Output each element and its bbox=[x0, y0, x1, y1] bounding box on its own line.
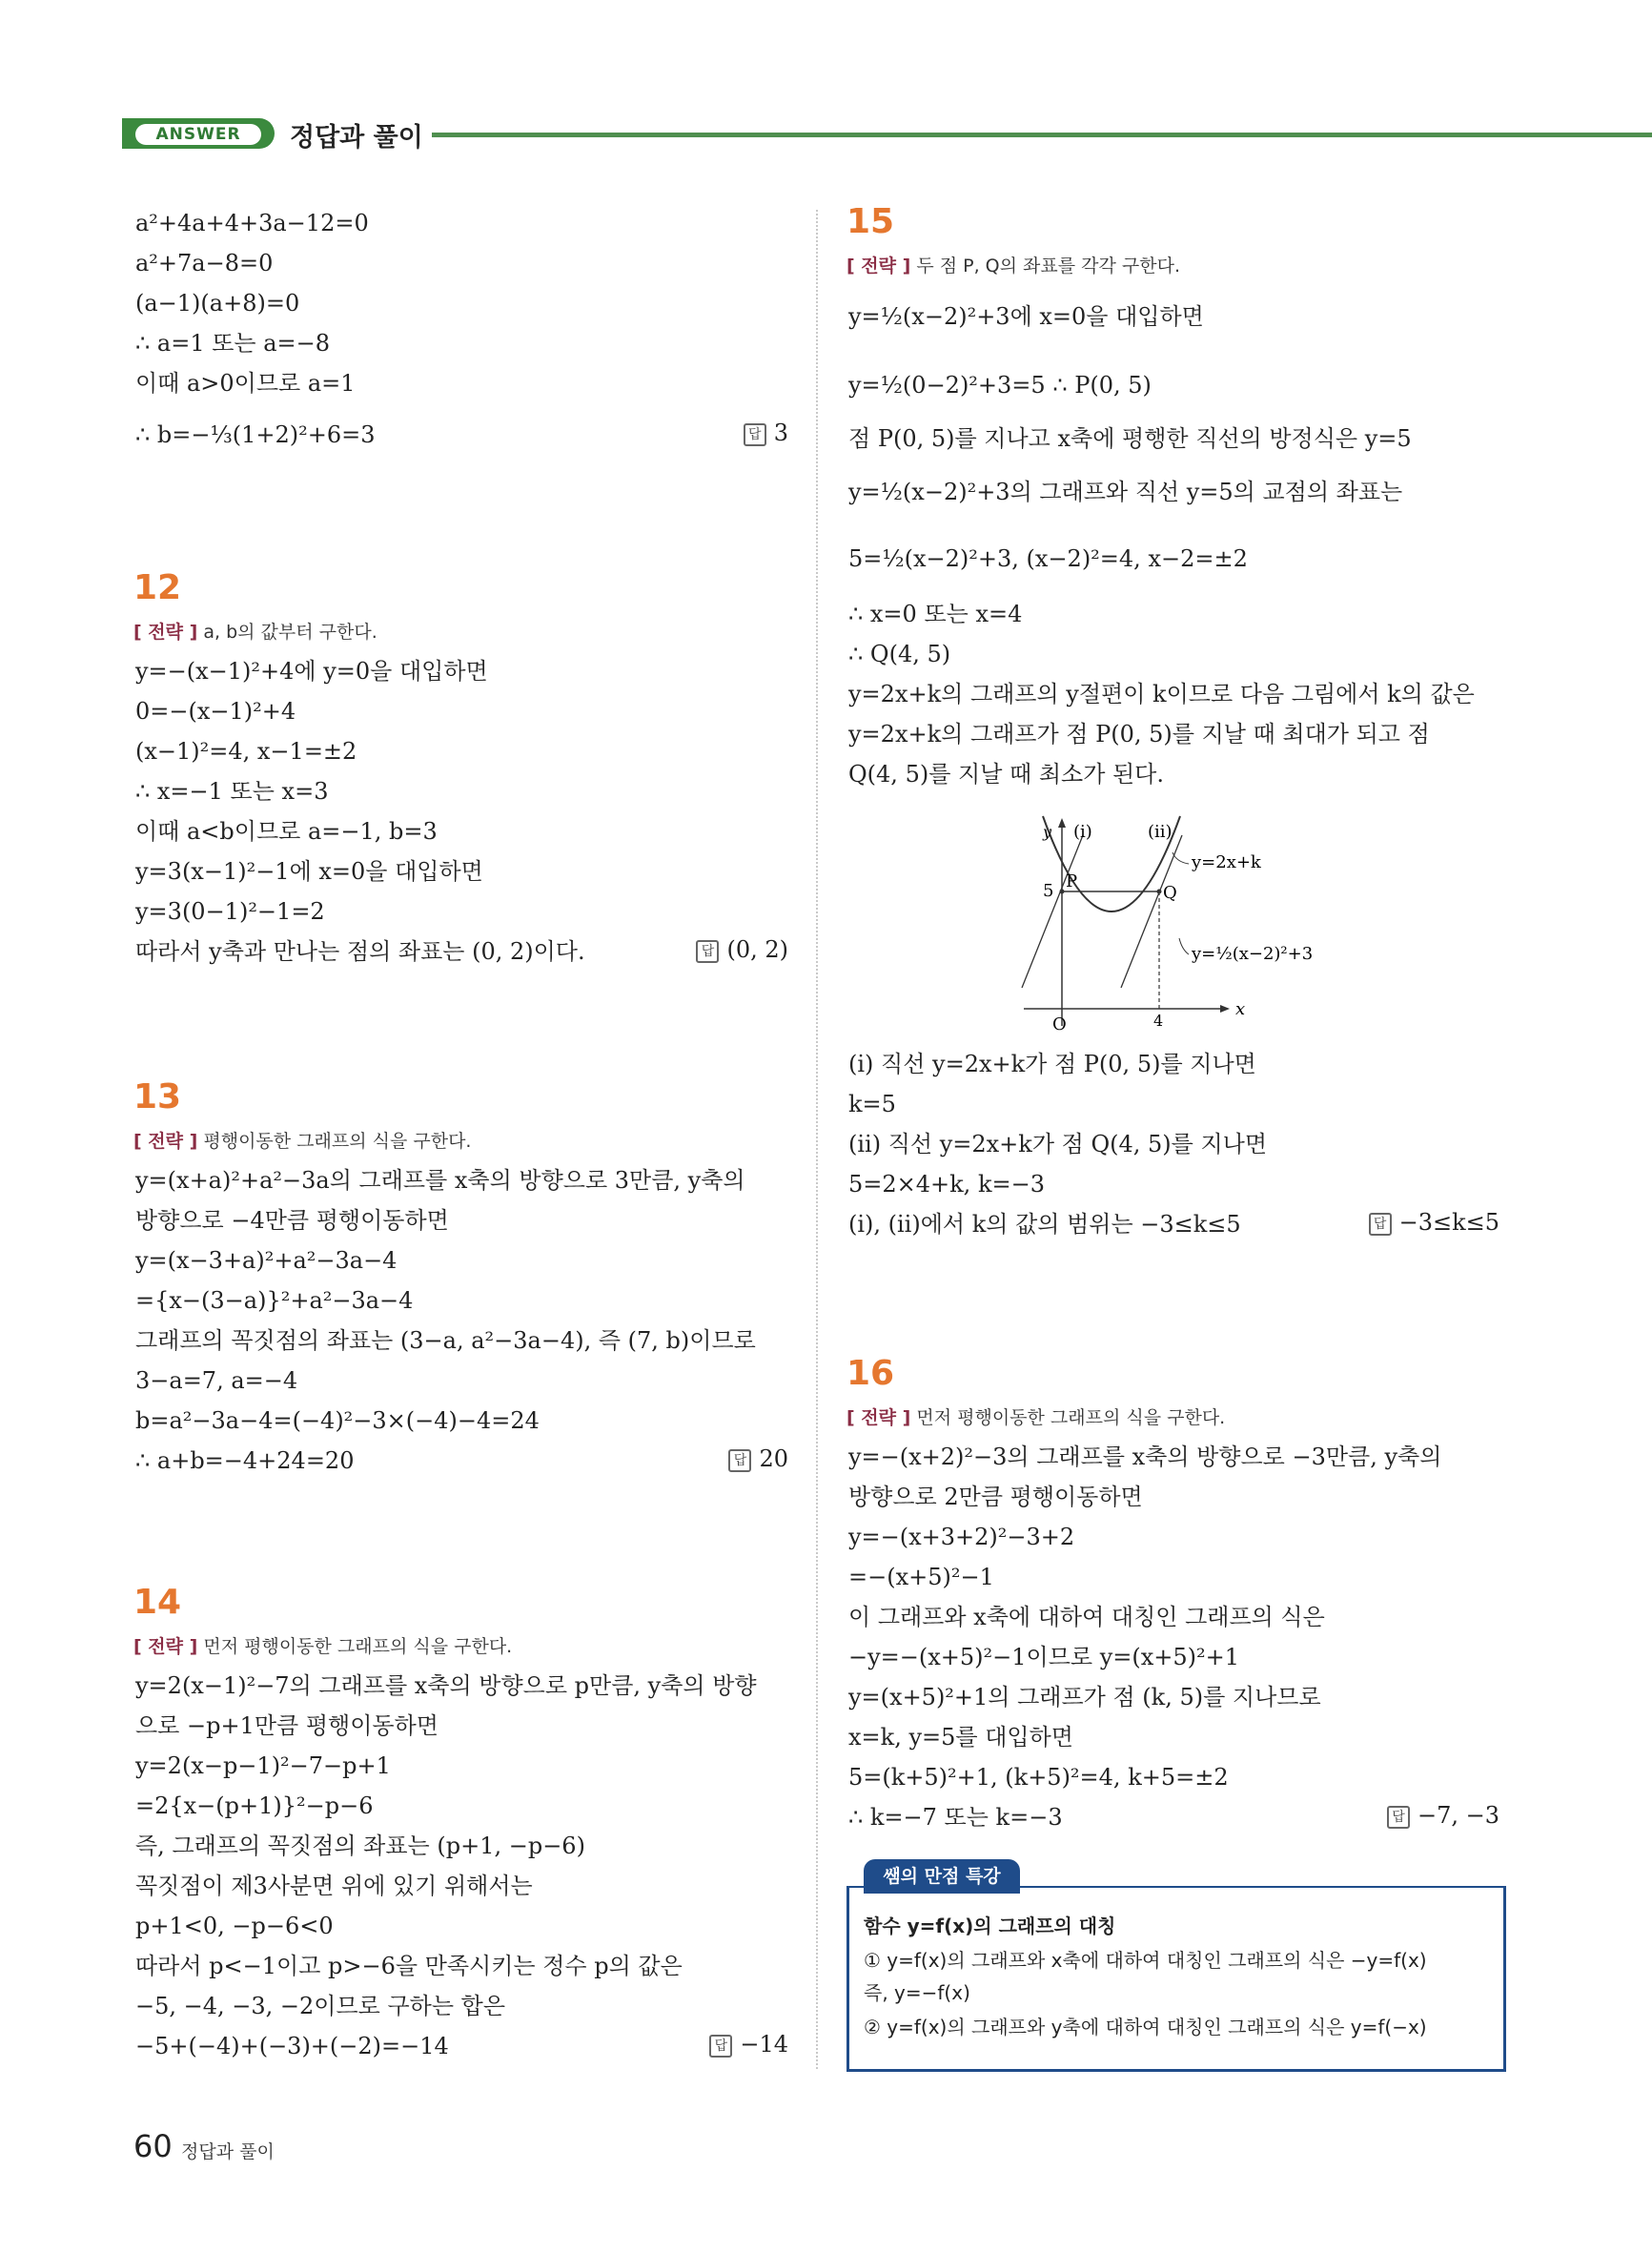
solution-line: 점 P(0, 5)를 지나고 x축에 평행한 직선의 방정식은 y=5 bbox=[848, 425, 1412, 452]
solution-line: y=½(x−2)²+3의 그래프와 직선 y=5의 교점의 좌표는 bbox=[848, 479, 1403, 505]
solution-line: =2{x−(p+1)}²−p−6 bbox=[135, 1792, 374, 1819]
answer-mark-icon: 답 bbox=[744, 423, 766, 446]
solution-line: Q(4, 5)를 지날 때 최소가 된다. bbox=[848, 761, 1164, 788]
solution-line: 이 그래프와 x축에 대하여 대칭인 그래프의 식은 bbox=[848, 1604, 1325, 1630]
solution-line: y=½(0−2)²+3=5 ∴ P(0, 5) bbox=[848, 372, 1152, 399]
parabola-graph bbox=[1005, 807, 1348, 1035]
strategy: [ 전략 ] 두 점 P, Q의 좌표를 각각 구한다. bbox=[846, 256, 1180, 277]
tip-line: ① y=f(x)의 그래프와 x축에 대하여 대칭인 그래프의 식은 −y=f(x) bbox=[864, 1949, 1427, 1972]
header-rule bbox=[432, 133, 1652, 137]
solution-line: 따라서 y축과 만나는 점의 좌표는 (0, 2)이다. bbox=[135, 938, 585, 965]
solution-line: y=(x+a)²+a²−3a의 그래프를 x축의 방향으로 3만큼, y축의 bbox=[135, 1167, 745, 1194]
strategy: [ 전략 ] 평행이동한 그래프의 식을 구한다. bbox=[133, 1131, 472, 1152]
solution-line: p+1<0, −p−6<0 bbox=[135, 1913, 334, 1939]
footer-title: 정답과 풀이 bbox=[181, 2141, 275, 2162]
line-label: y=2x+k bbox=[1192, 852, 1261, 872]
solution-line: y=2(x−1)²−7의 그래프를 x축의 방향으로 p만큼, y축의 방향 bbox=[135, 1672, 757, 1699]
solution-line: (ⅰ) 직선 y=2x+k가 점 P(0, 5)를 지나면 bbox=[848, 1051, 1256, 1077]
point-p-label: P bbox=[1066, 871, 1078, 891]
solution-line: x=k, y=5를 대입하면 bbox=[848, 1724, 1073, 1751]
answer-11: 답 3 bbox=[744, 420, 788, 446]
solution-line: −5+(−4)+(−3)+(−2)=−14 bbox=[135, 2033, 449, 2059]
solution-line: 꼭짓점이 제3사분면 위에 있기 위해서는 bbox=[135, 1873, 533, 1899]
problem-number: 15 bbox=[846, 202, 895, 241]
solution-line: y=2x+k의 그래프가 점 P(0, 5)를 지날 때 최대가 되고 점 bbox=[848, 721, 1430, 748]
solution-line: ∴ Q(4, 5) bbox=[848, 641, 951, 667]
solution-line: a²+7a−8=0 bbox=[135, 250, 274, 277]
solution-line: 이때 a<b이므로 a=−1, b=3 bbox=[135, 818, 438, 845]
solution-line: 즉, 그래프의 꼭짓점의 좌표는 (p+1, −p−6) bbox=[135, 1833, 585, 1859]
answer-13: 답 20 bbox=[728, 1445, 788, 1472]
solution-line: b=a²−3a−4=(−4)²−3×(−4)−4=24 bbox=[135, 1407, 540, 1434]
tick-4-label: 4 bbox=[1153, 1012, 1164, 1030]
origin-label: O bbox=[1052, 1014, 1067, 1034]
solution-line: 따라서 p<−1이고 p>−6을 만족시키는 정수 p의 값은 bbox=[135, 1953, 683, 1979]
solution-line: 방향으로 −4만큼 평행이동하면 bbox=[135, 1207, 449, 1234]
solution-line: ∴ x=−1 또는 x=3 bbox=[135, 778, 329, 805]
solution-line: ∴ k=−7 또는 k=−3 bbox=[848, 1804, 1063, 1831]
solution-line: y=3(0−1)²−1=2 bbox=[135, 898, 325, 925]
strategy: [ 전략 ] 먼저 평행이동한 그래프의 식을 구한다. bbox=[846, 1407, 1226, 1428]
answer-mark-icon: 답 bbox=[696, 940, 719, 963]
solution-line: ={x−(3−a)}²+a²−3a−4 bbox=[135, 1287, 414, 1314]
label-ii: (ⅱ) bbox=[1148, 822, 1173, 842]
solution-line: k=5 bbox=[848, 1091, 896, 1117]
answer-12: 답 (0, 2) bbox=[696, 936, 788, 963]
solution-line: 3−a=7, a=−4 bbox=[135, 1367, 298, 1394]
answer-mark-icon: 답 bbox=[1369, 1213, 1392, 1236]
solution-line: (x−1)²=4, x−1=±2 bbox=[135, 738, 357, 765]
solution-line: 으로 −p+1만큼 평행이동하면 bbox=[135, 1712, 438, 1739]
solution-line: y=(x+5)²+1의 그래프가 점 (k, 5)를 지나므로 bbox=[848, 1684, 1321, 1710]
page-number: 60 bbox=[133, 2128, 173, 2164]
solution-line: y=−(x+3+2)²−3+2 bbox=[848, 1524, 1075, 1550]
answer-badge: ANSWER bbox=[135, 124, 261, 145]
page-header bbox=[122, 113, 1652, 160]
solution-line: −5, −4, −3, −2이므로 구하는 합은 bbox=[135, 1993, 506, 2019]
answer-14: 답 −14 bbox=[709, 2031, 788, 2058]
answer-15: 답 −3≤k≤5 bbox=[1369, 1209, 1499, 1236]
solution-line: y=2x+k의 그래프의 y절편이 k이므로 다음 그림에서 k의 값은 bbox=[848, 681, 1475, 707]
solution-line: 5=2×4+k, k=−3 bbox=[848, 1171, 1045, 1198]
solution-line: ∴ a+b=−4+24=20 bbox=[135, 1447, 355, 1474]
solution-line: ∴ b=−⅓(1+2)²+6=3 bbox=[135, 421, 376, 448]
solution-line: (ⅱ) 직선 y=2x+k가 점 Q(4, 5)를 지나면 bbox=[848, 1131, 1268, 1157]
solution-line: ∴ a=1 또는 a=−8 bbox=[135, 330, 331, 357]
answer-mark-icon: 답 bbox=[728, 1449, 751, 1472]
solution-line: y=3(x−1)²−1에 x=0을 대입하면 bbox=[135, 858, 483, 885]
solution-line: 이때 a>0이므로 a=1 bbox=[135, 370, 356, 397]
solution-line: a²+4a+4+3a−12=0 bbox=[135, 210, 369, 236]
problem-number: 14 bbox=[133, 1583, 182, 1622]
label-i: (ⅰ) bbox=[1073, 822, 1092, 842]
solution-line: =−(x+5)²−1 bbox=[848, 1564, 994, 1590]
tip-title: 함수 y=f(x)의 그래프의 대칭 bbox=[864, 1915, 1116, 1937]
problem-number: 12 bbox=[133, 568, 182, 607]
answer-mark-icon: 답 bbox=[1387, 1806, 1410, 1829]
solution-line: ∴ x=0 또는 x=4 bbox=[848, 601, 1023, 627]
solution-line: y=½(x−2)²+3에 x=0을 대입하면 bbox=[848, 303, 1204, 330]
problem-number: 13 bbox=[133, 1077, 182, 1116]
solution-line: 5=½(x−2)²+3, (x−2)²=4, x−2=±2 bbox=[848, 545, 1248, 572]
problem-number: 16 bbox=[846, 1354, 895, 1393]
solution-line: 그래프의 꼭짓점의 좌표는 (3−a, a²−3a−4), 즉 (7, b)이므로 bbox=[135, 1327, 756, 1354]
tip-line: ② y=f(x)의 그래프와 y축에 대하여 대칭인 그래프의 식은 y=f(−x) bbox=[864, 2016, 1427, 2038]
tip-line: 즉, y=−f(x) bbox=[864, 1981, 970, 2004]
solution-line: y=2(x−p−1)²−7−p+1 bbox=[135, 1752, 391, 1779]
answer-mark-icon: 답 bbox=[709, 2035, 732, 2058]
solution-line: y=(x−3+a)²+a²−3a−4 bbox=[135, 1247, 398, 1274]
header-title: 정답과 풀이 bbox=[290, 123, 423, 153]
solution-line: 방향으로 2만큼 평행이동하면 bbox=[848, 1484, 1143, 1510]
solution-line: (ⅰ), (ⅱ)에서 k의 값의 범위는 −3≤k≤5 bbox=[848, 1211, 1241, 1238]
strategy: [ 전략 ] a, b의 값부터 구한다. bbox=[133, 622, 377, 643]
tick-5-label: 5 bbox=[1043, 881, 1054, 901]
tip-tab: 쌤의 만점 특강 bbox=[864, 1859, 1020, 1894]
strategy: [ 전략 ] 먼저 평행이동한 그래프의 식을 구한다. bbox=[133, 1636, 513, 1657]
curve-label: y=½(x−2)²+3 bbox=[1192, 944, 1314, 964]
solution-line: 0=−(x−1)²+4 bbox=[135, 698, 296, 725]
answer-16: 답 −7, −3 bbox=[1387, 1802, 1499, 1829]
solution-line: y=−(x−1)²+4에 y=0을 대입하면 bbox=[135, 658, 488, 685]
column-divider bbox=[816, 210, 818, 2069]
solution-line: y=−(x+2)²−3의 그래프를 x축의 방향으로 −3만큼, y축의 bbox=[848, 1444, 1442, 1470]
solution-line: 5=(k+5)²+1, (k+5)²=4, k+5=±2 bbox=[848, 1764, 1229, 1791]
point-q-label: Q bbox=[1163, 883, 1177, 903]
solution-line: −y=−(x+5)²−1이므로 y=(x+5)²+1 bbox=[848, 1644, 1240, 1670]
solution-line: (a−1)(a+8)=0 bbox=[135, 290, 300, 317]
x-axis-label: x bbox=[1235, 999, 1246, 1019]
y-axis-label: y bbox=[1043, 823, 1052, 841]
